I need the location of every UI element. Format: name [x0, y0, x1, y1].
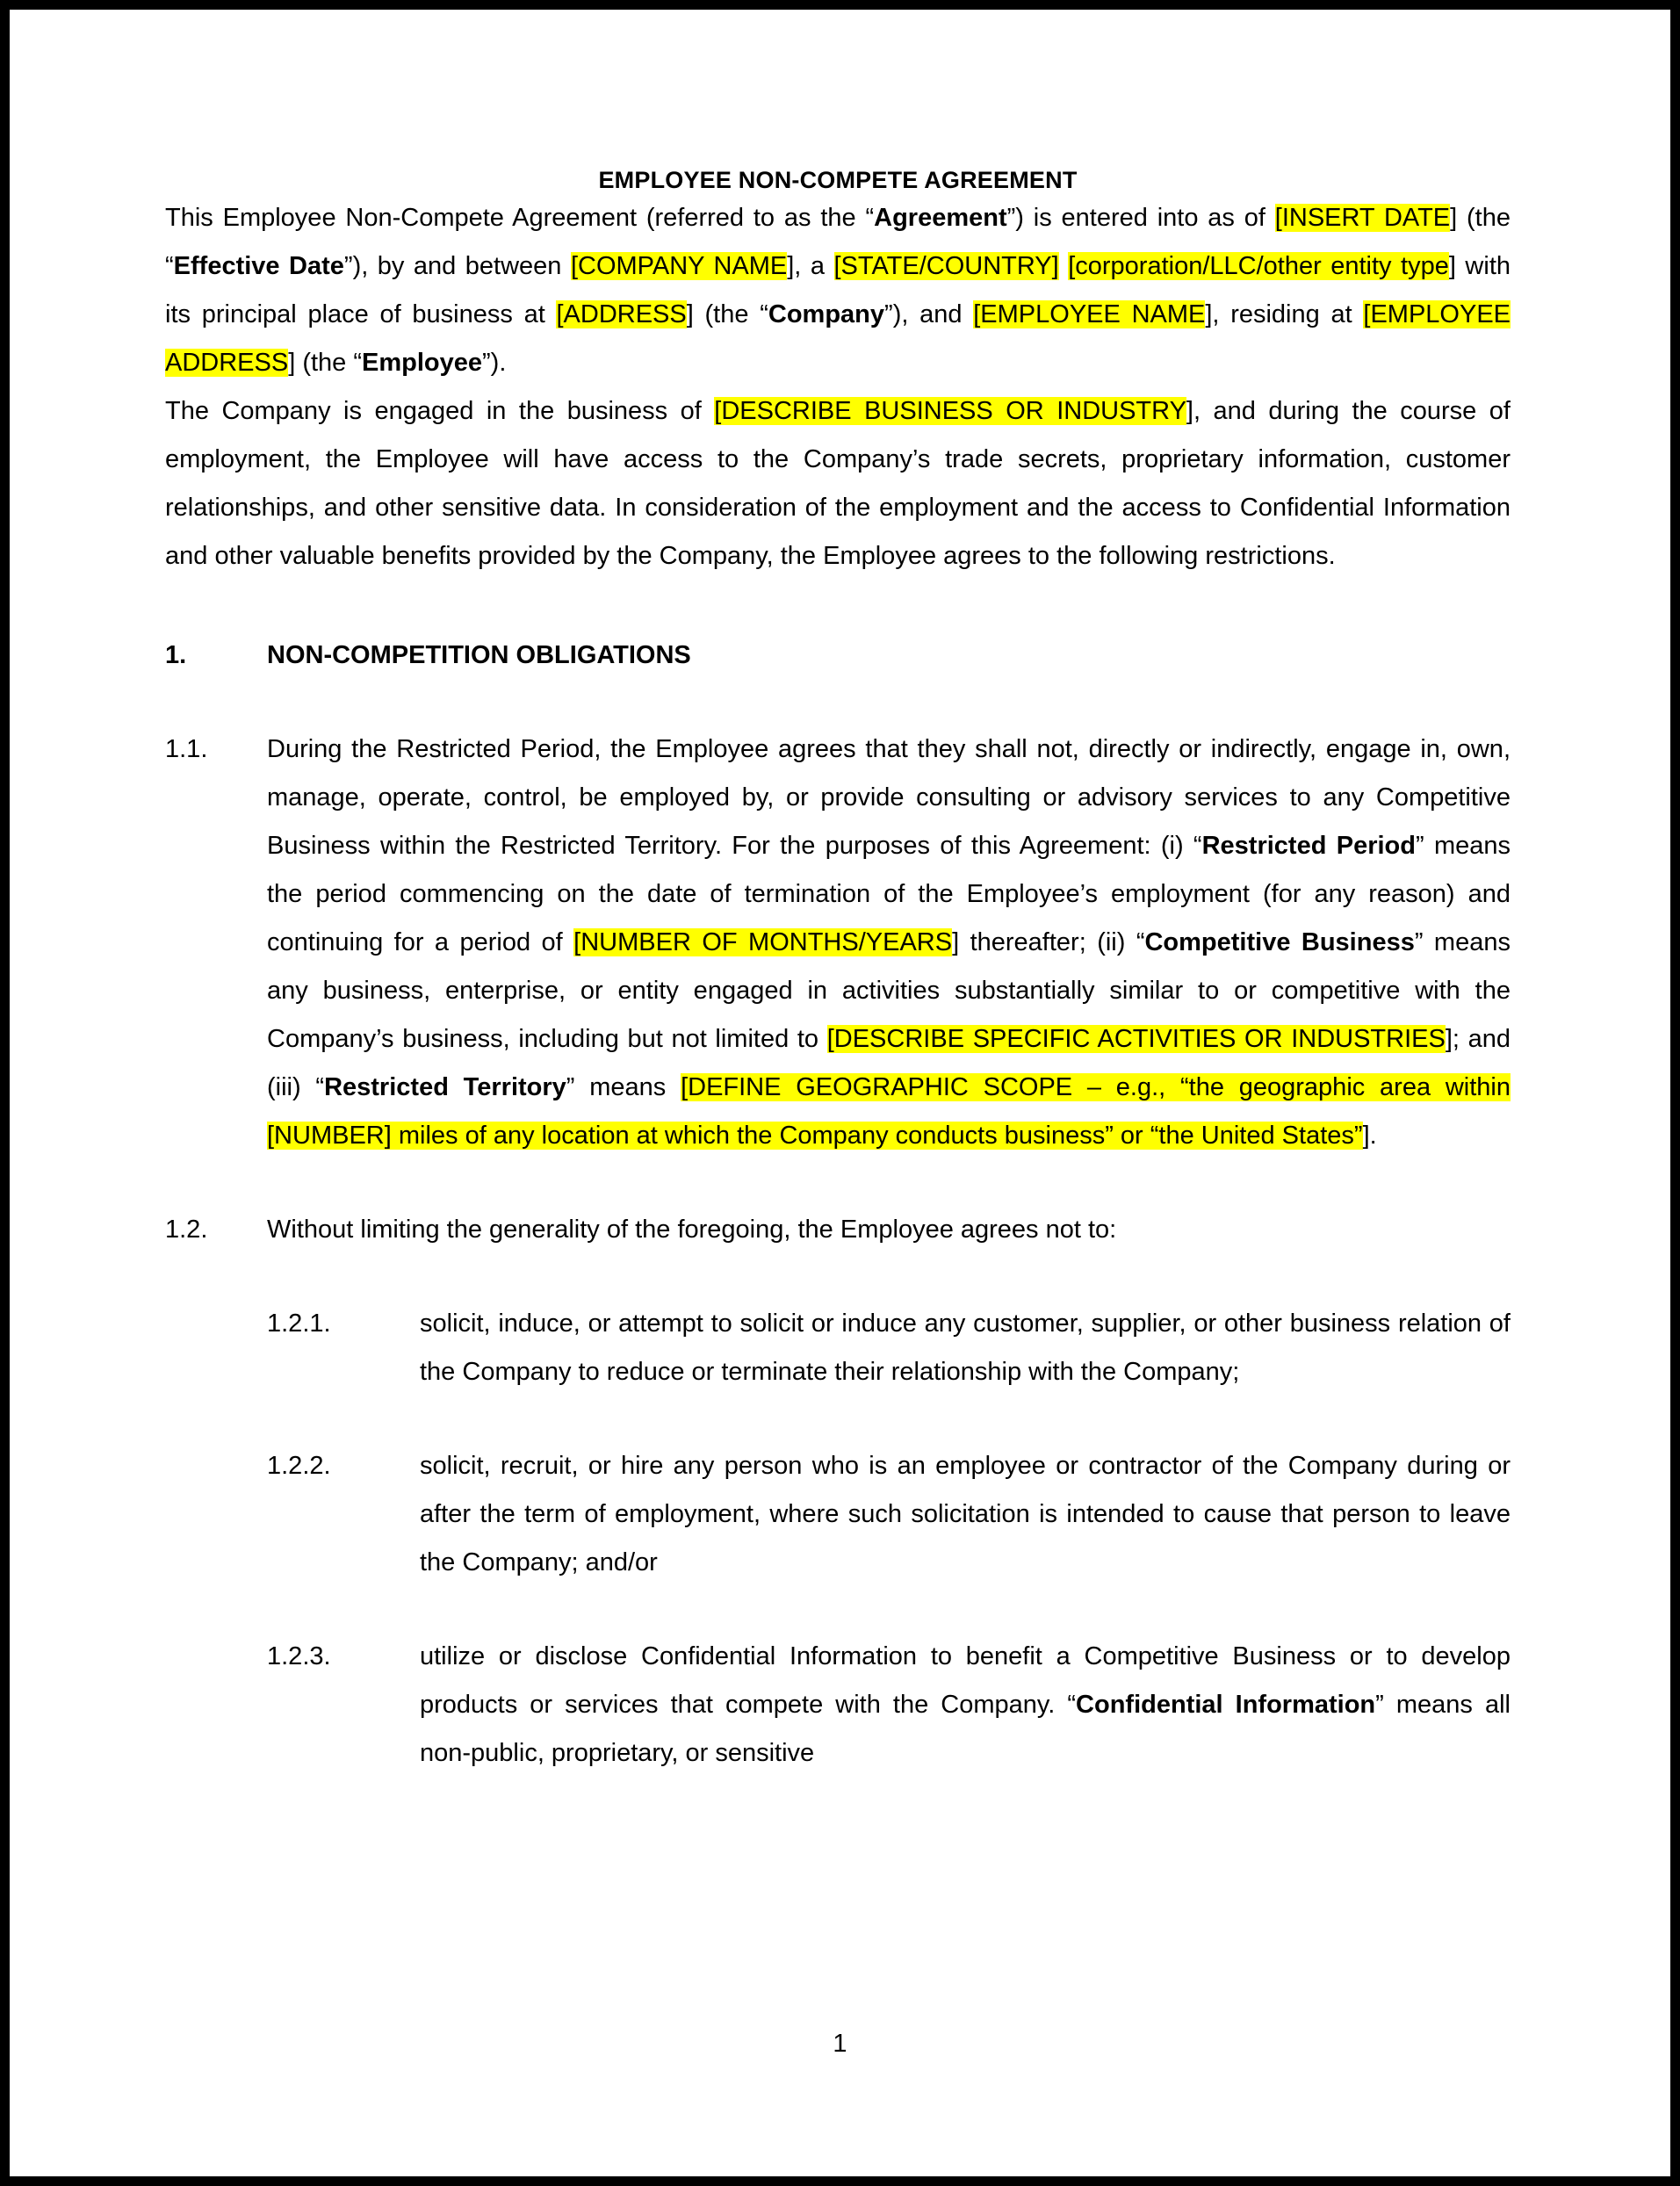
page-title: EMPLOYEE NON-COMPETE AGREEMENT — [598, 167, 1078, 193]
preamble-paragraph-1 — [165, 194, 1511, 387]
placeholder-geographic-scope: [DEFINE GEOGRAPHIC SCOPE – e.g., “the geographic area within [NUMBER] miles of any location at which the Company conducts business” or “the United States” — [267, 1073, 1511, 1150]
clause-1-1-number: 1.1. — [165, 735, 208, 763]
preamble-p1-seg1: This Employee Non-Compete Agreement (referred to as the “ — [165, 204, 875, 232]
preamble-p1-seg9: ”), and — [884, 300, 974, 328]
preamble-p1-seg2: ”) is entered into as of — [1006, 204, 1275, 232]
subclause-1-2-1-number: 1.2.1. — [267, 1309, 331, 1338]
preamble-p1-seg4: ”), by and between — [343, 252, 571, 280]
term-competitive-business: Competitive Business — [1144, 928, 1415, 956]
page-number-footer: 1 — [833, 2030, 847, 2058]
term-agreement: Agreement — [874, 204, 1007, 232]
preamble-p1-seg8: ] (the “ — [686, 300, 768, 328]
preamble-p2-seg1: The Company is engaged in the business of — [165, 397, 715, 425]
preamble-p1-seg7: ] with its principal place of business at — [165, 252, 1511, 328]
placeholder-describe-business: [DESCRIBE BUSINESS OR INDUSTRY — [714, 397, 1186, 425]
page-content-area — [165, 10, 1511, 2176]
subclause-1-2-1 — [267, 1300, 1511, 1396]
term-employee: Employee — [362, 349, 483, 377]
preamble-p1-seg12: ”). — [482, 349, 507, 377]
placeholder-state-country: [STATE/COUNTRY] — [833, 252, 1059, 280]
term-restricted-territory: Restricted Territory — [324, 1073, 566, 1101]
placeholder-company-name: [COMPANY NAME — [570, 252, 788, 280]
subclause-1-2-3-text — [420, 1633, 1511, 1778]
term-confidential-information: Confidential Information — [1076, 1691, 1376, 1719]
preamble-p1-seg10: ], residing at — [1205, 300, 1364, 328]
term-effective-date: Effective Date — [173, 252, 344, 280]
clause-1-2-text: Without limiting the generality of the foregoing, the Employee agrees not to: — [267, 1216, 1117, 1244]
placeholder-specific-activities: [DESCRIBE SPECIFIC ACTIVITIES OR INDUSTRIES — [826, 1025, 1446, 1053]
placeholder-address: [ADDRESS — [556, 300, 687, 328]
clause-1-1-seg1: During the Restricted Period, the Employee agrees that they shall not, directly or indirectly, engage in, own, manage, operate, control, be employed by, or provide consulting or advisory services to any Competitive Business within the Restricted Territory. For the purposes of this Agreement: (i) “ — [267, 735, 1511, 860]
subclause-1-2-2 — [267, 1442, 1511, 1587]
clause-1-1-text — [267, 725, 1511, 1160]
clause-1-2-number: 1.2. — [165, 1216, 208, 1244]
subclause-1-2-3-seg1: utilize or disclose Confidential Information to benefit a Competitive Business or to develop products or services that compete with the Company. “ — [420, 1642, 1511, 1719]
preamble-paragraph-2 — [165, 387, 1511, 581]
clause-1-1-seg7: ]. — [1362, 1122, 1377, 1150]
clause-1-1-seg6: ” means — [566, 1073, 681, 1101]
preamble-p1-seg6 — [1059, 252, 1069, 280]
clause-1-1-seg3: ] thereafter; (ii) “ — [952, 928, 1145, 956]
placeholder-employee-name: [EMPLOYEE NAME — [973, 300, 1206, 328]
placeholder-entity-type: [corporation/LLC/other entity type — [1068, 252, 1449, 280]
section-1-number: 1. — [165, 641, 187, 669]
preamble-p1-seg11: ] (the “ — [288, 349, 363, 377]
subclause-1-2-1-text: solicit, induce, or attempt to solicit or induce any customer, supplier, or other business relation of the Company to reduce or terminate their relationship with the Company; — [420, 1309, 1511, 1386]
subclause-1-2-3 — [267, 1633, 1511, 1778]
preamble-p1-seg3: ] (the “ — [165, 204, 1511, 280]
subclause-1-2-3-seg2: ” means all non-public, proprietary, or sensitive — [420, 1691, 1511, 1767]
placeholder-number-months-years: [NUMBER OF MONTHS/YEARS — [573, 928, 953, 956]
term-company: Company — [768, 300, 885, 328]
clause-1-1-seg5: ]; and (iii) “ — [267, 1025, 1511, 1101]
preamble-p2-seg2: ], and during the course of employment, the Employee will have access to the Company’s trade secrets, proprietary information, customer relationships, and other sensitive data. In consideration of the employment and the access to Confidential Information and other valuable benefits provided by the Company, the Employee agrees to the following restrictions. — [165, 397, 1511, 570]
clause-1-2 — [165, 1206, 1511, 1254]
clause-1-1 — [165, 725, 1511, 1160]
section-heading-1 — [165, 631, 1511, 680]
placeholder-insert-date: [INSERT DATE — [1274, 204, 1451, 232]
section-1-title: NON-COMPETITION OBLIGATIONS — [267, 641, 691, 669]
subclause-1-2-3-number: 1.2.3. — [267, 1642, 331, 1670]
clause-1-1-seg4: ” means any business, enterprise, or entity engaged in activities substantially similar to or competitive with the Company’s business, including but not limited to — [267, 928, 1511, 1053]
preamble-p1-seg5: ], a — [787, 252, 834, 280]
placeholder-employee-address: [EMPLOYEE ADDRESS — [165, 300, 1511, 377]
term-restricted-period: Restricted Period — [1201, 832, 1416, 860]
subclause-1-2-2-text: solicit, recruit, or hire any person who is an employee or contractor of the Company during or after the term of employment, where such solicitation is intended to cause that person to leave the Company; and/or — [420, 1452, 1511, 1576]
subclause-1-2-2-number: 1.2.2. — [267, 1452, 331, 1480]
clause-1-1-seg2: ” means the period commencing on the date of termination of the Employee’s employment (for any reason) and continuing for a period of — [267, 832, 1511, 956]
